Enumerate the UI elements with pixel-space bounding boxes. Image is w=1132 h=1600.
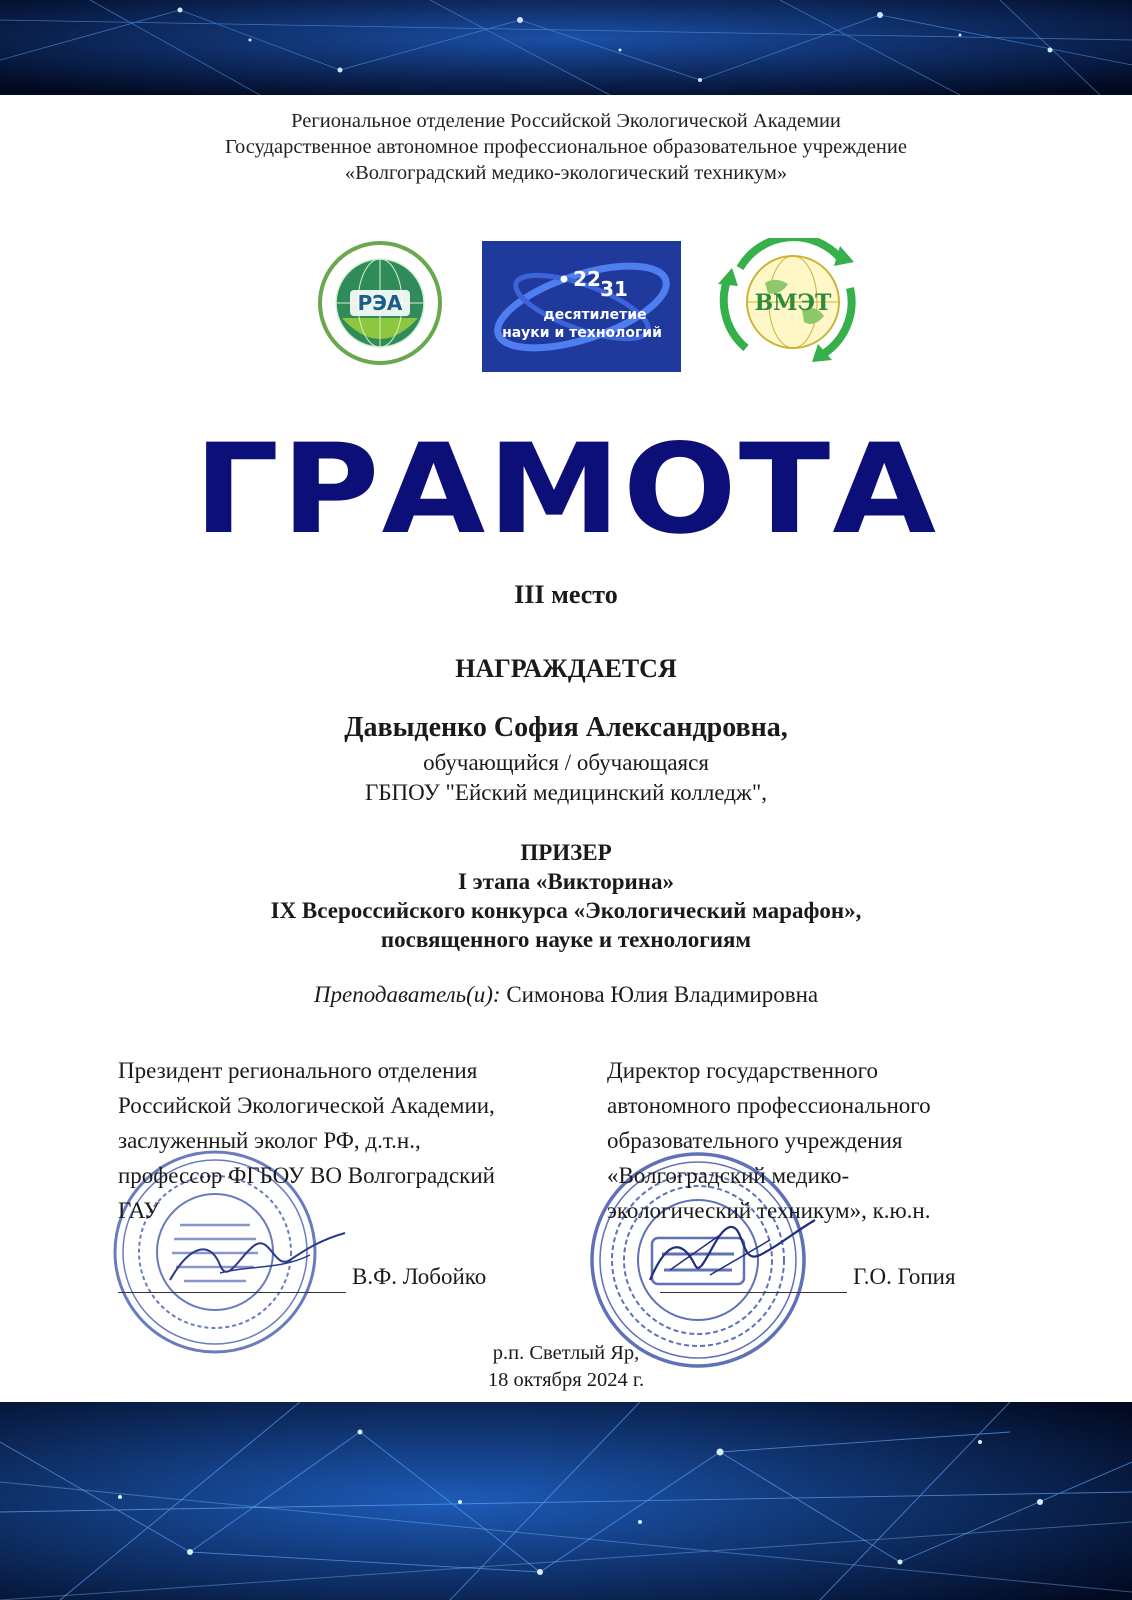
footer-place: р.п. Светлый Яр, [492,1342,640,1364]
place-label: III место [514,580,618,609]
prize-status: ПРИЗЕР [520,840,612,865]
left-handwritten-signature [160,1225,350,1295]
decade-line-1: десятилетие [543,307,647,323]
right-title-line-5: экологический техникум», к.ю.н. [607,1198,931,1223]
right-signatory-title [607,1053,1007,1228]
prize-block [0,838,1132,954]
decade-years-top: 22 [573,267,601,291]
left-signatory-name: В.Ф. Лобойко [352,1264,487,1289]
teacher-line [0,982,1132,1008]
header-line-2: Государственное автономное профессиональное образовательное учреждение [225,136,907,158]
prize-contest: IX Всероссийского конкурса «Экологический марафон», [270,898,862,923]
right-title-line-2: автономного профессионального [607,1093,931,1118]
header-line-3: «Волгоградский медико-экологический техникум» [344,162,788,184]
decade-of-science-logo [482,241,681,372]
prize-stage: I этапа «Викторина» [457,869,675,894]
top-decorative-band [0,0,1132,95]
header-line-1: Региональное отделение Российской Экологической Академии [291,110,841,132]
right-handwritten-signature [640,1215,820,1290]
prize-dedication: посвященного науке и технологиям [380,927,752,952]
network-pattern-top [0,0,1132,95]
footer-date: 18 октября 2024 г. [487,1369,645,1391]
left-title-line-2: Российской Экологической Академии, [118,1093,495,1118]
left-title-line-3: заслуженный эколог РФ, д.т.н., [118,1128,421,1153]
teacher-label: Преподаватель(и): [313,982,501,1007]
right-title-line-4: «Волгоградский медико- [607,1163,850,1188]
right-signature-line [660,1292,847,1293]
teacher-name: Симонова Юлия Владимировна [506,982,819,1007]
decade-years-bottom: 31 [600,277,628,301]
certificate-title: ГРАМОТА [193,418,939,562]
rea-logo [312,240,448,366]
recipient-name: Давыденко София Александровна, [344,712,788,743]
right-signatory-name: Г.О. Гопия [853,1264,956,1289]
right-title-line-3: образовательного учреждения [607,1128,903,1153]
left-title-line-4: профессор ФГБОУ ВО Волгоградский [118,1163,495,1188]
network-pattern-bottom [0,1402,1132,1600]
place-and-date [0,1340,1132,1394]
issuer-header [0,108,1132,186]
recipient-organization: ГБПОУ "Ейский медицинский колледж", [365,780,767,805]
decade-line-2: науки и технологий [502,325,662,341]
vmet-logo [710,238,876,366]
left-title-line-5: ГАУ [118,1198,160,1223]
left-title-line-1: Президент регионального отделения [118,1058,478,1083]
vmet-logo-abbr: ВМЭТ [754,290,832,316]
right-title-line-1: Директор государственного [607,1058,879,1083]
bottom-decorative-band [0,1402,1132,1600]
recipient-role: обучающийся / обучающаяся [423,750,709,775]
awarded-label: НАГРАЖДАЕТСЯ [455,654,677,683]
left-signatory-title [118,1053,573,1228]
rea-logo-abbr: РЭА [357,291,403,315]
